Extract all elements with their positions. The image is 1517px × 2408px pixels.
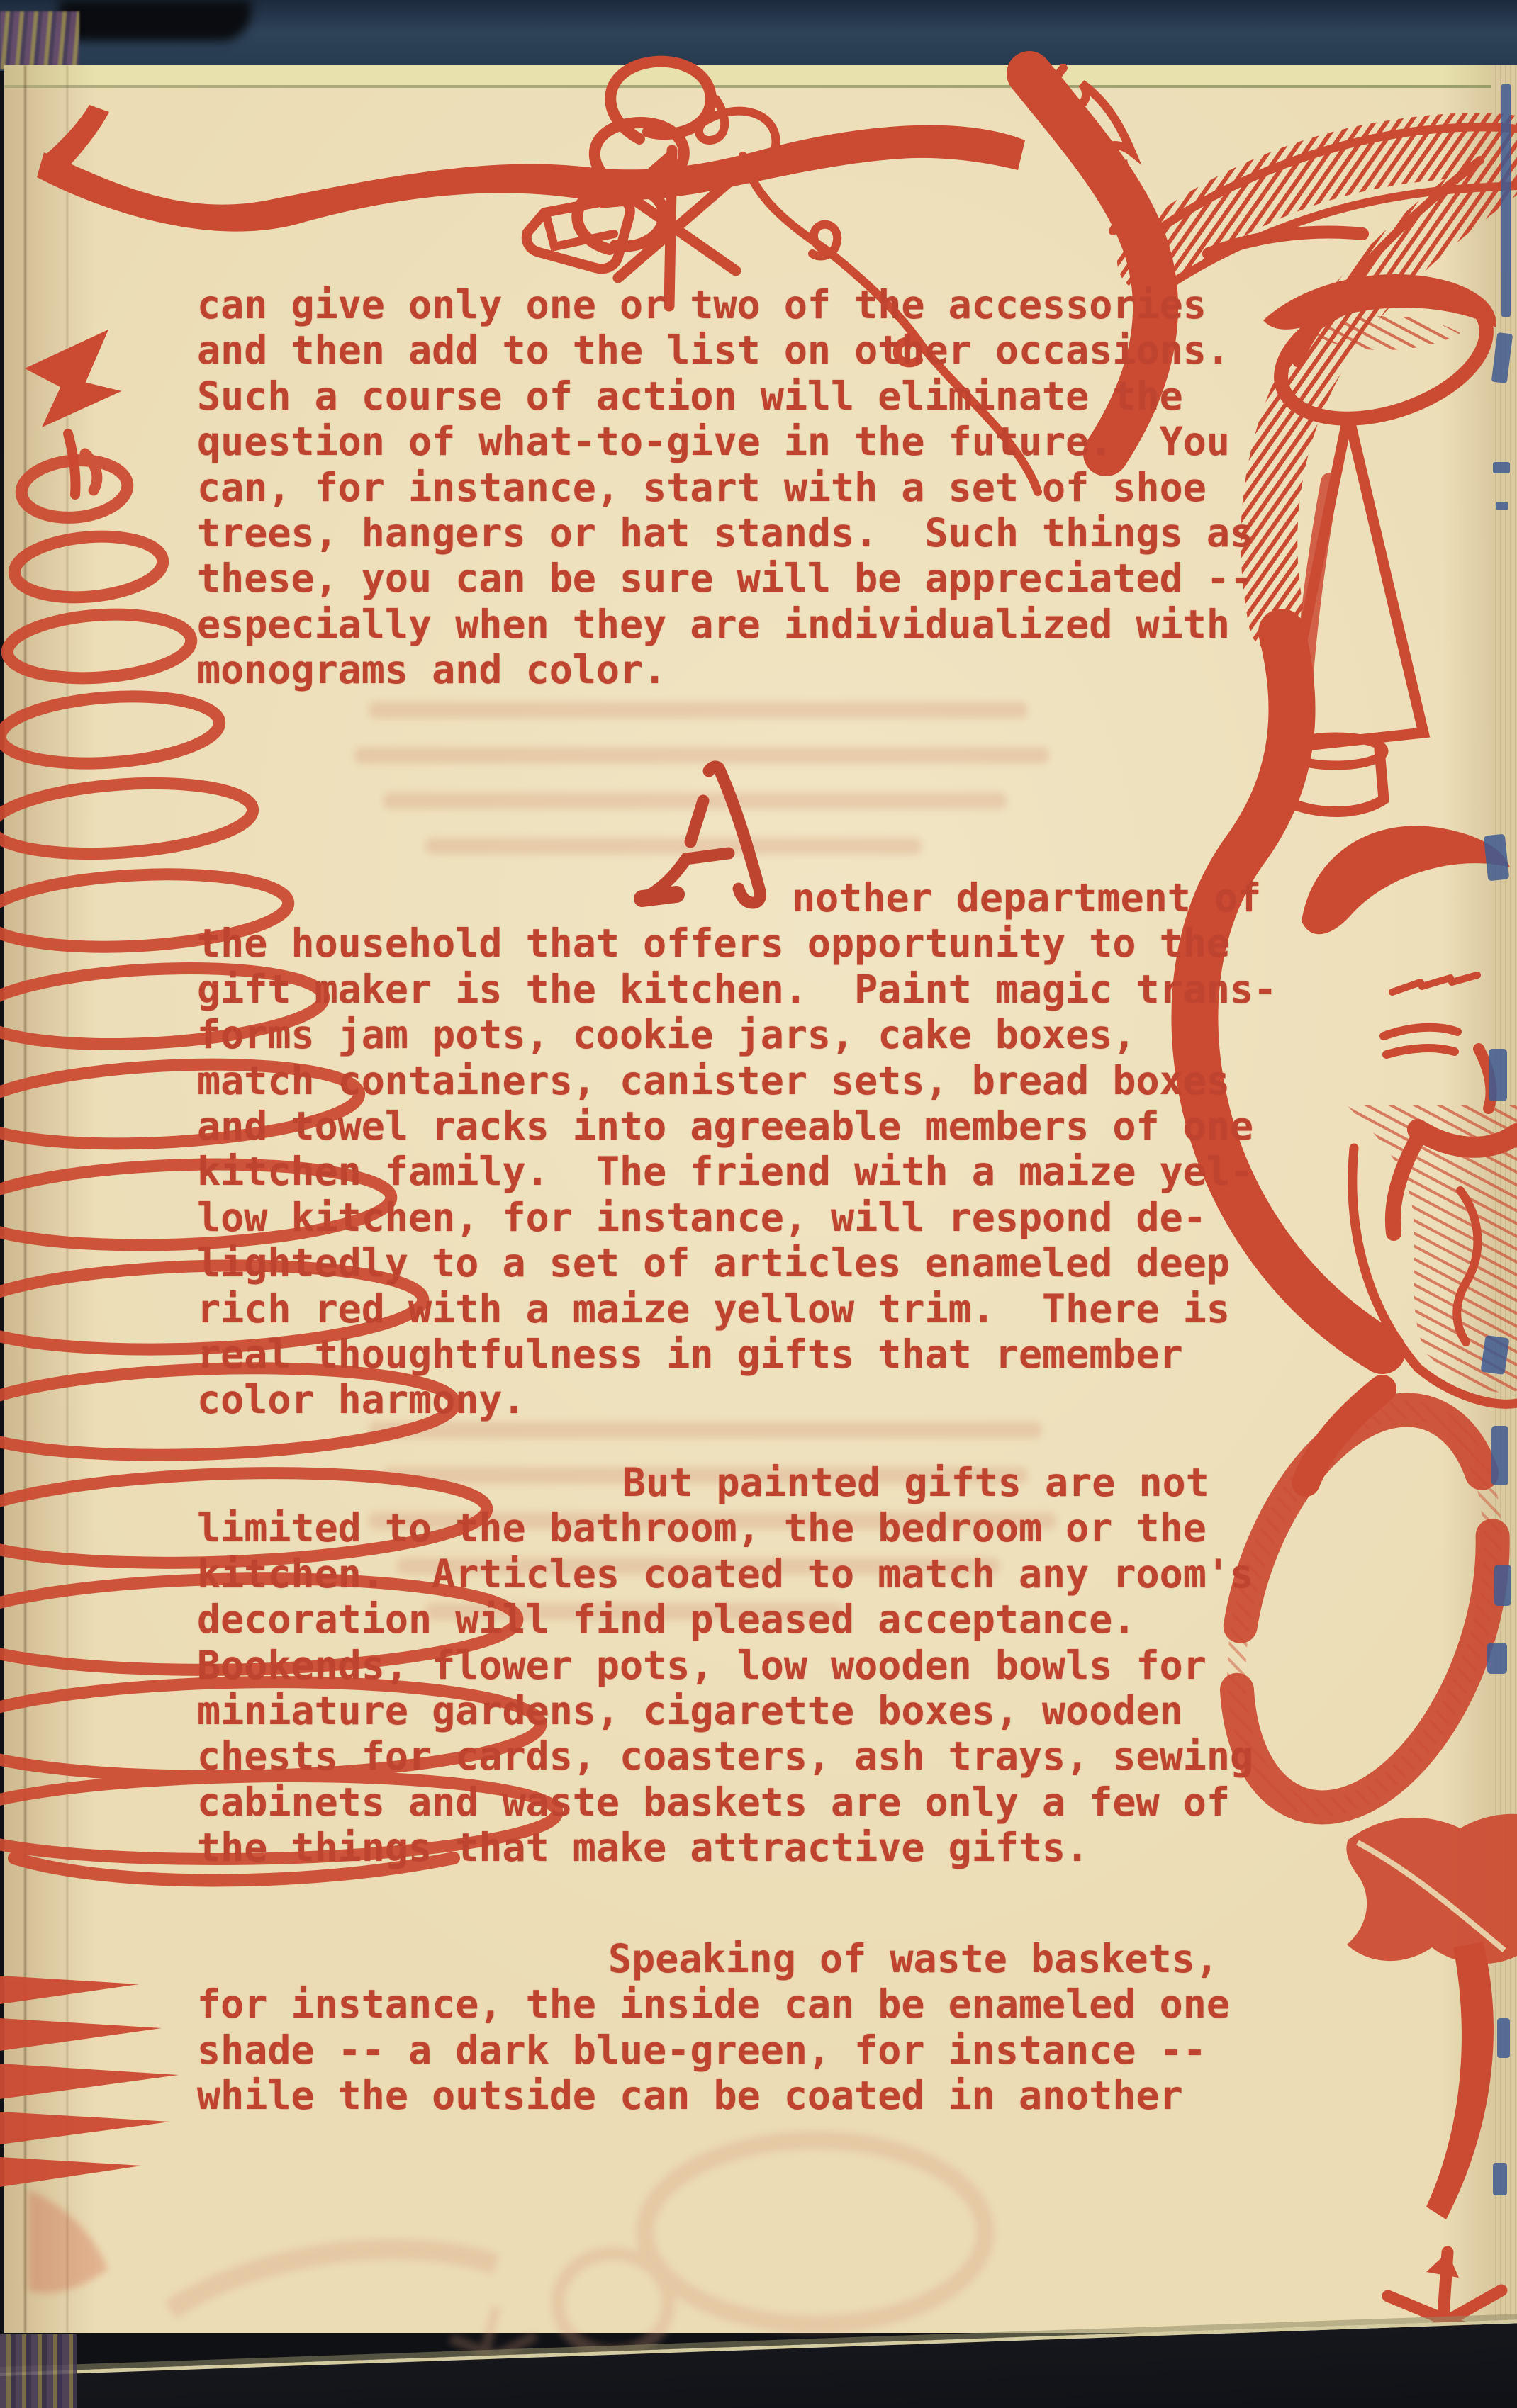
text-line: these, you can be sure will be appreciated -- [197,556,1254,602]
text-line: shade -- a dark blue-green, for instance -- [197,2027,1207,2073]
text-line: gift maker is the kitchen. Paint magic trans- [197,966,1277,1012]
text-line: the things that make attractive gifts. [197,1825,1090,1871]
text-line: question of what-to-give in the future. You [197,419,1230,465]
scribble-band-illustration [0,1976,179,2187]
text-line: forms jam pots, cookie jars, cake boxes, [197,1012,1136,1058]
holly-leaf-illustration [1346,1814,1517,1964]
text-line: for instance, the inside can be enameled one [197,1981,1230,2027]
text-line: cabinets and waste baskets are only a few of [197,1779,1230,1825]
text-line: low kitchen, for instance, will respond de- [197,1194,1207,1240]
text-line: But painted gifts are not [622,1460,1209,1505]
text-line: decoration will find pleased acceptance. [197,1597,1136,1643]
paragraph-2 [197,875,1303,1423]
text-line: limited to the bathroom, the bedroom or the [197,1505,1207,1551]
paragraph-4 [197,1936,1303,2119]
text-line: trees, hangers or hat stands. Such things as [197,510,1254,556]
smudge-mark [28,2190,108,2293]
text-line: color harmony. [197,1377,526,1423]
ribbon-swoosh-illustration [37,105,1025,232]
text-line: match containers, canister sets, bread boxes [197,1057,1230,1103]
text-line: Bookends, flower pots, low wooden bowls for [197,1642,1207,1688]
text-line: rich red with a maize yellow trim. There is [197,1285,1230,1332]
text-line: especially when they are individualized with [197,601,1230,647]
text-line: while the outside can be coated in another [197,2073,1183,2119]
paragraph-1 [197,282,1303,693]
text-line: monograms and color. [197,647,667,693]
text-line: nother department of [792,875,1262,921]
text-line: and then add to the list on other occasions. [197,327,1230,373]
text-line: kitchen family. The friend with a maize yel- [197,1149,1254,1195]
binding-cloth-bottom-left [0,2334,77,2408]
text-line: miniature gardens, cigarette boxes, wooden [197,1688,1183,1734]
text-line: kitchen. Articles coated to match any room's [197,1551,1254,1597]
text-line: Speaking of waste baskets, [608,1936,1219,1981]
text-line: lightedly to a set of articles enameled deep [197,1240,1230,1286]
paragraph-3 [197,1460,1303,1871]
text-line: real thoughtfulness in gifts that remember [197,1332,1183,1378]
text-line: the household that offers opportunity to the [197,921,1230,967]
ribbon-tail-illustration [1426,1942,1494,2219]
text-line: chests for cards, coasters, ash trays, sewing [197,1733,1254,1779]
text-line: can, for instance, start with a set of shoe [197,464,1207,510]
text-line: Such a course of action will eliminate the [197,373,1183,419]
text-line: and towel racks into agreeable members of one [197,1103,1254,1149]
text-line: can give only one or two of the accessories [197,282,1207,327]
